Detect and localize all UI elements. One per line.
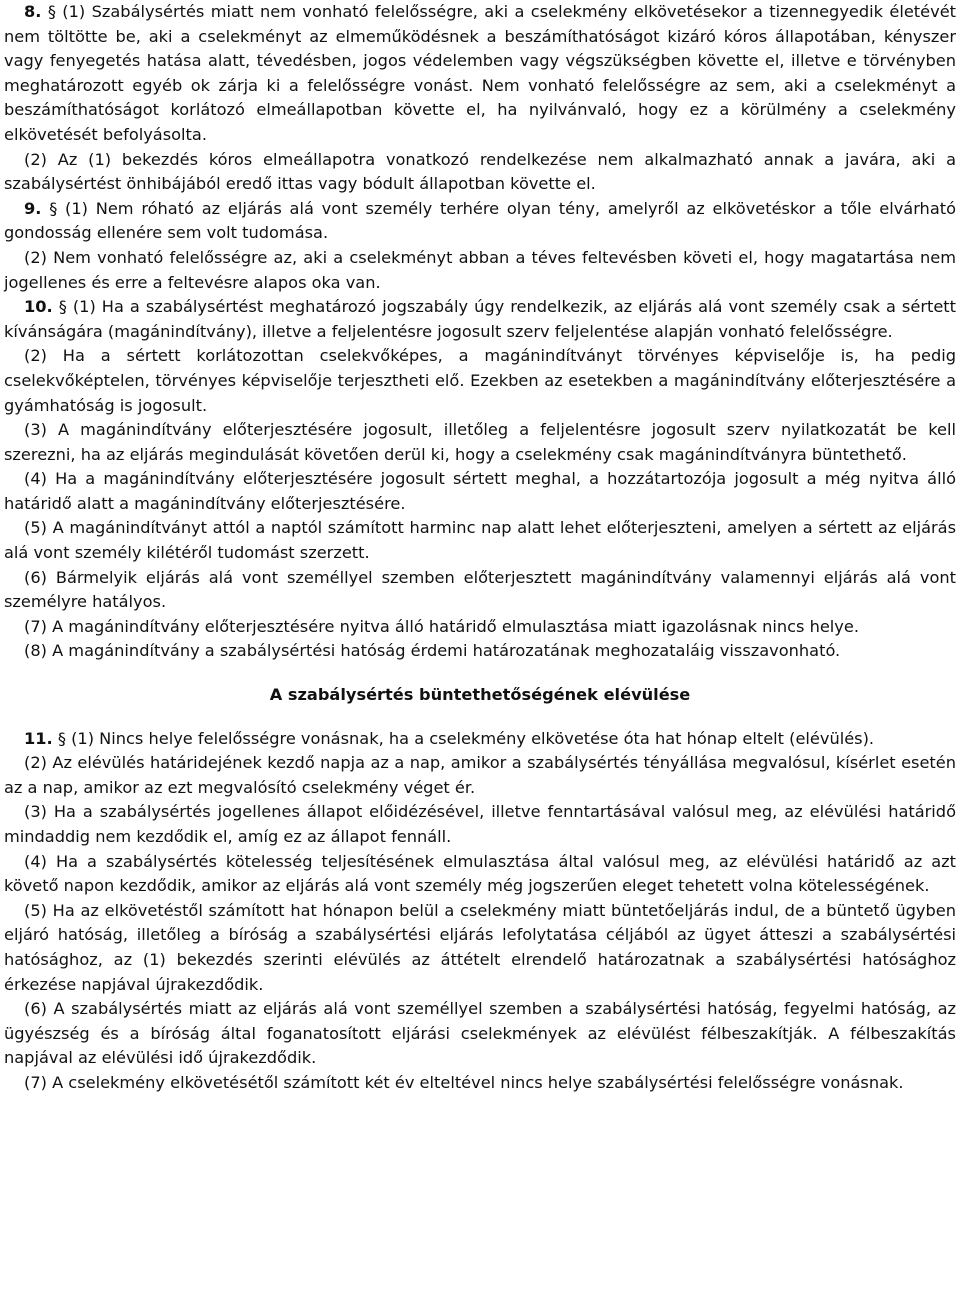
- paragraph-text: (2) Az elévülés határidejének kezdő napja az a nap, amikor a szabálysértés tényállása megvalósul, kísérlet esetén az a nap, amikor az ezt megvalósító cselekmény véget ér.: [4, 753, 956, 797]
- section-number: 10.: [24, 297, 53, 317]
- paragraph-text: (3) A magánindítvány előterjesztésére jogosult, illetőleg a feljelentésre jogosult szerv nyilatkozatát be kell szerezni, ha az eljárás megindulását követően derül ki, hogy a cselekmény csak magánindítványra büntethető.: [4, 420, 956, 464]
- section-11-paragraph-3: [4, 800, 956, 849]
- paragraph-text: (1) Ha a szabálysértést meghatározó jogszabály úgy rendelkezik, az eljárás alá vont személy csak a sértett kívánságára (magánindítvány), illetve a feljelentésre jogosult szerv feljelentése alapján vonható felelősségre.: [4, 297, 956, 341]
- section-symbol[interactable]: §: [49, 198, 58, 218]
- section-11-paragraph-6: [4, 997, 956, 1071]
- paragraph-text: (6) Bármelyik eljárás alá vont személlyel szemben előterjesztett magánindítvány valamennyi eljárás alá vont személyre hatályos.: [4, 567, 956, 612]
- chapter-heading: A szabálysértés büntethetőségének elévülése: [269, 685, 691, 705]
- paragraph-text: (5) Ha az elkövetéstől számított hat hónapon belül a cselekmény miatt büntetőeljárás indul, de a büntető ügyben eljáró hatóság, illetőleg a bíróság a szabálysértési eljárás lefolytatása céljából az ügyet átteszi a szabálysértési hatósághoz, az (1) bekezdés szerinti elévülés az áttételt elrendelő határozatnak a szabálysértési hatósághoz érkezése napjával újrakezdődik.: [4, 900, 956, 994]
- section-11-paragraph-4: [4, 850, 956, 899]
- section-10-paragraph-5: [4, 516, 956, 565]
- paragraph-text: (4) Ha a magánindítvány előterjesztésére jogosult sértett meghal, a hozzátartozója jogosult a még nyitva álló határidő alatt a magánindítvány előterjesztésére.: [4, 469, 956, 513]
- section-number: 11.: [24, 728, 53, 748]
- paragraph-text: (1) Nincs helye felelősségre vonásnak, ha a cselekmény elkövetése óta hat hónap eltelt (elévülés).: [71, 728, 875, 748]
- section-10-paragraph-1: [4, 295, 956, 344]
- paragraph-text: (4) Ha a szabálysértés kötelesség teljesítésének elmulasztása által valósul meg, az elévülési határidő az azt követő napon kezdődik, amikor az eljárás alá vont személy még jogszerűen eleget tehetett volna kötelességének.: [4, 851, 956, 896]
- section-symbol[interactable]: §: [57, 728, 66, 748]
- section-11-paragraph-5: [4, 899, 956, 997]
- section-symbol[interactable]: §: [58, 297, 67, 317]
- paragraph-text: (7) A cselekmény elkövetésétől számított két év elteltével nincs helye szabálysértési felelősségre vonásnak.: [24, 1072, 904, 1092]
- section-9-paragraph-2: [4, 246, 956, 295]
- section-11-paragraph-7: [4, 1071, 956, 1096]
- paragraph-text: (2) Nem vonható felelősségre az, aki a cselekményt abban a téves feltevésben követi el, hogy magatartása nem jogellenes és erre a feltevésre alapos oka van.: [4, 247, 956, 292]
- section-10-paragraph-2: [4, 344, 956, 418]
- section-11-paragraph-1: [4, 727, 956, 752]
- section-8-paragraph-2: [4, 148, 956, 197]
- section-10-paragraph-4: [4, 467, 956, 516]
- section-10-paragraph-3: [4, 418, 956, 467]
- paragraph-text: (1) Szabálysértés miatt nem vonható felelősségre, aki a cselekmény elkövetésekor a tizennegyedik életévét nem töltötte be, aki a cselekményt az elmeműködésnek a beszámíthatóságot kizáró kóros állapotában, kényszer vagy fenyegetés hatása alatt, tévedésben, jogos védelemben vagy végszükségben követte el, illetve e törvényben meghatározott egyéb ok zárja ki a felelősségre vonást. Nem vonható felelősségre az sem, aki a cselekményt a beszámíthatóságot korlátozó elmeállapotban követte el, ha nyilvánvaló, hogy ez a körülmény a cselekmény elkövetését befolyásolta.: [4, 2, 957, 144]
- section-10-paragraph-8: [4, 639, 956, 664]
- section-11-paragraph-2: [4, 751, 956, 800]
- paragraph-text: (2) Ha a sértett korlátozottan cselekvőképes, a magánindítványt törvényes képviselője is, ha pedig cselekvőképtelen, törvényes képviselője terjesztheti elő. Ezekben az esetekben a magánindítvány előterjesztésére a gyámhatóság is jogosult.: [4, 346, 956, 415]
- section-9-paragraph-1: [4, 197, 956, 246]
- paragraph-text: (7) A magánindítvány előterjesztésére nyitva álló határidő elmulasztása miatt igazolásnak nincs helye.: [24, 616, 859, 636]
- paragraph-text: (5) A magánindítványt attól a naptól számított harminc nap alatt lehet előterjeszteni, amelyen a sértett az eljárás alá vont személy kilétéről tudomást szerzett.: [4, 518, 956, 563]
- paragraph-text: (6) A szabálysértés miatt az eljárás alá vont személlyel szemben a szabálysértési hatóság, fegyelmi hatóság, az ügyészség és a bíróság által foganatosított eljárási cselekmények az elévülést félbeszakítják. A félbeszakítás napjával az elévülési idő újrakezdődik.: [4, 999, 956, 1068]
- paragraph-text: (8) A magánindítvány a szabálysértési hatóság érdemi határozatának meghozataláig visszavonható.: [24, 641, 841, 661]
- section-10-paragraph-7: [4, 615, 956, 640]
- paragraph-text: (2) Az (1) bekezdés kóros elmeállapotra vonatkozó rendelkezése nem alkalmazható annak a javára, aki a szabálysértést önhibájából eredő ittas vagy bódult állapotban követte el.: [4, 149, 956, 194]
- paragraph-text: (1) Nem róható az eljárás alá vont személy terhére olyan tény, amelyről az elkövetéskor a tőle elvárható gondosság ellenére sem volt tudomása.: [4, 198, 956, 243]
- paragraph-text: (3) Ha a szabálysértés jogellenes állapot előidézésével, illetve fenntartásával valósul meg, az elévülési határidő mindaddig nem kezdődik el, amíg ez az állapot fennáll.: [4, 802, 956, 846]
- section-number: 8.: [24, 2, 42, 21]
- section-number: 9.: [24, 198, 42, 218]
- section-8-paragraph-1: [4, 0, 956, 148]
- section-symbol[interactable]: §: [47, 2, 56, 21]
- section-10-paragraph-6: [4, 566, 956, 615]
